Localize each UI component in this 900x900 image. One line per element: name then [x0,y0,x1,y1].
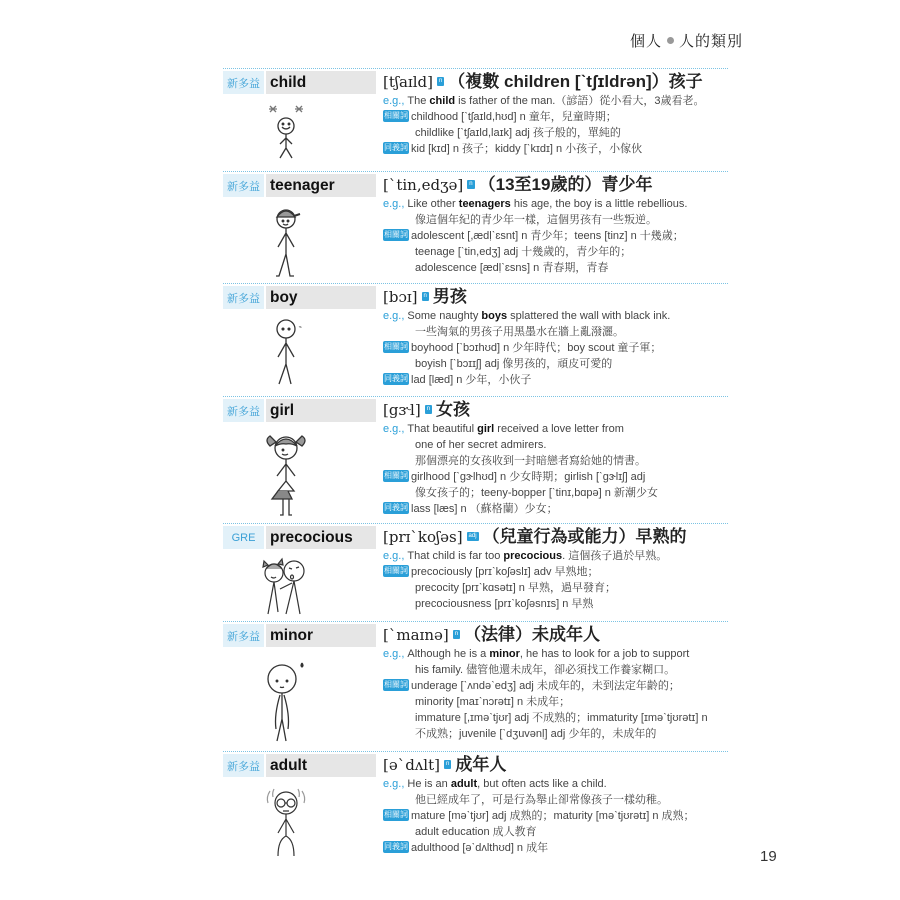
level-tag: 新多益 [223,174,264,197]
entry-girl [223,396,728,523]
definition: （複數 children [ˋtʃɪldrən]）孩子 [448,72,703,91]
headword: precocious [266,526,376,549]
headword: child [266,71,376,94]
example-translation: 像這個年紀的青少年一樣，這個男孩有一些叛逆。 [415,214,657,226]
related-words: boyish [ˋbɔɪɪʃ] adj 像男孩的，頑皮可愛的 [415,358,613,370]
synonym-label: 同義詞 [384,503,408,513]
subsection-title: 人的類別 [679,33,744,50]
level-tag: 新多益 [223,754,264,777]
pos-badge: n [426,406,431,413]
related-label: 相關詞 [384,810,408,820]
level-tag: 新多益 [223,399,264,422]
synonym-label: 同義詞 [384,374,408,384]
definition: 成年人 [455,755,507,774]
ipa: [əˋdʌlt] [383,756,440,774]
related-words: 相關詞 boyhood [ˋbɔɪhʊd] n 少年時代；boy scout 童子軍； [384,342,662,354]
headword: teenager [266,174,376,197]
ipa: [gɝl] [383,401,421,419]
stick-figure-child-icon [256,100,316,168]
related-words: 相關詞 childhood [ˋtʃaɪld,hʊd] n 童年，兒童時期； [384,111,617,123]
headword: adult [266,754,376,777]
related-label: 相關詞 [384,342,408,352]
stick-figure-adult-icon [256,783,316,863]
example: e.g., Although he is a minor, he has to look for a job to support [383,648,690,660]
example: e.g., He is an adult, but often acts like a child. [383,778,607,790]
adult-illustration [223,777,378,863]
related-words: 相關詞 mature [məˋtjʊr] adj 成熟的；maturity [məˋtjʊrətɪ] n 成熟； [384,810,695,822]
related-label: 相關詞 [384,111,408,121]
boy-illustration [223,309,378,395]
related-label: 相關詞 [384,680,408,690]
example: e.g., Some naughty boys splattered the wall with black ink. [383,310,671,322]
pos-badge: n [469,181,473,188]
related-words: precocity [prɪˋkɑsətɪ] n 早熟，過早發育； [415,582,616,594]
vocabulary-list [223,68,728,863]
synonym-label: 同義詞 [384,842,408,852]
ipa: [bɔɪ] [383,288,418,306]
entry-boy [223,283,728,396]
two-children-figure-icon [256,555,316,619]
headword: girl [266,399,376,422]
example: e.g., That child is far too precocious. 這個孩子過於早熟。 [383,550,668,562]
headword: minor [266,624,376,647]
entry-teenager [223,171,728,283]
stick-figure-girl-icon [256,428,316,520]
entry-adult [223,751,728,863]
section-title: 個人 [630,33,663,50]
related-words: 相關詞 precociously [prɪˋkoʃəslɪ] adv 早熟地； [384,566,599,578]
synonyms: 同義詞 adulthood [əˋdʌlthʊd] n 成年 [384,842,549,854]
example: e.g., The child is father of the man.（諺語）從小看大，3歲看老。 [383,95,705,107]
example-continued: his family. 儘管他還未成年，卻必須找工作養家糊口。 [415,664,676,676]
related-words: 不成熟；juvenile [ˋdʒuvənḷ] adj 少年的，未成年的 [415,728,657,740]
ipa: [tʃaɪld] [383,73,433,91]
teenager-illustration [223,197,378,283]
related-words: teenage [ˋtin,edʒ] adj 十幾歲的，青少年的； [415,246,632,258]
pos-badge: n [454,631,459,638]
related-words: 相關詞 girlhood [ˋgɝlhʊd] n 少女時期；girlish [ˋgɝlɪʃ] adj [384,471,646,483]
related-label: 相關詞 [384,471,408,481]
running-head [630,30,743,51]
related-words: 相關詞 adolescent [,ædḷˋɛsnt] n 青少年；teens [tinz] n 十幾歲； [384,230,684,242]
example-continued: one of her secret admirers. [415,439,547,451]
child-illustration [223,94,378,168]
example-translation: 那個漂亮的女孩收到一封暗戀者寫給她的情書。 [415,455,646,467]
related-words: adolescence [ædḷˋɛsns] n 青春期，青春 [415,262,609,274]
ipa: [prɪˋkoʃəs] [383,528,463,546]
level-tag: GRE [223,526,264,549]
minor-illustration [223,647,378,749]
bullet-dot-icon [667,37,674,44]
synonym-label: 同義詞 [384,143,408,153]
precocious-illustration [223,549,378,619]
pos-badge: adj [468,533,477,540]
level-tag: 新多益 [223,71,264,94]
definition: （13至19歲的）青少年 [478,175,653,194]
example: e.g., That beautiful girl received a love letter from [383,423,624,435]
pos-badge: n [423,293,427,300]
example-translation: 一些淘氣的男孩子用黑墨水在牆上亂潑灑。 [415,326,624,338]
related-words: immature [,ɪməˋtjʊr] adj 不成熟的；immaturity [ɪməˋtjʊrətɪ] n [415,712,708,724]
entry-child [223,68,728,171]
pos-badge: n [445,761,450,768]
ipa: [ˋtin,edʒə] [383,176,464,194]
stick-figure-minor-icon [256,653,316,749]
stick-figure-boy-icon [256,315,316,395]
girl-illustration [223,422,378,520]
related-words: precociousness [prɪˋkoʃəsnɪs] n 早熟 [415,598,594,610]
related-words: adult education 成人教育 [415,826,537,838]
headword: boy [266,286,376,309]
synonyms: 同義詞 kid [kɪd] n 孩子；kiddy [ˋkɪdɪ] n 小孩子，小傢伙 [384,143,643,155]
definition: 女孩 [436,400,471,419]
related-words: minority [maɪˋnɔrətɪ] n 未成年； [415,696,571,708]
entry-minor [223,621,728,751]
definition: 男孩 [432,287,467,306]
pos-badge: n [438,78,443,85]
synonyms: 同義詞 lass [læs] n （蘇格蘭）少女； [384,503,558,515]
related-words: 相關詞 underage [ˋʌndəˋedʒ] adj 未成年的，未到法定年齡的； [384,680,680,692]
definition: （兒童行為或能力）早熟的 [482,527,687,546]
definition: （法律）未成年人 [464,625,601,644]
related-label: 相關詞 [384,566,408,576]
example-translation: 他已經成年了，可是行為舉止卻常像孩子一樣幼稚。 [415,794,668,806]
example: e.g., Like other teenagers his age, the boy is a little rebellious. [383,198,688,210]
stick-figure-teenager-icon [256,203,316,283]
level-tag: 新多益 [223,286,264,309]
related-label: 相關詞 [384,230,408,240]
page-number: 19 [760,848,777,865]
ipa: [ˋmaɪnə] [383,626,449,644]
synonyms: 同義詞 lad [læd] n 少年，小伙子 [384,374,532,386]
related-words: childlike [ˋtʃaɪld,laɪk] adj 孩子般的，單純的 [415,127,621,139]
related-words: 像女孩子的；teeny-bopper [ˋtinɪ,bɑpə] n 新潮少女 [415,487,658,499]
entry-precocious [223,523,728,621]
level-tag: 新多益 [223,624,264,647]
